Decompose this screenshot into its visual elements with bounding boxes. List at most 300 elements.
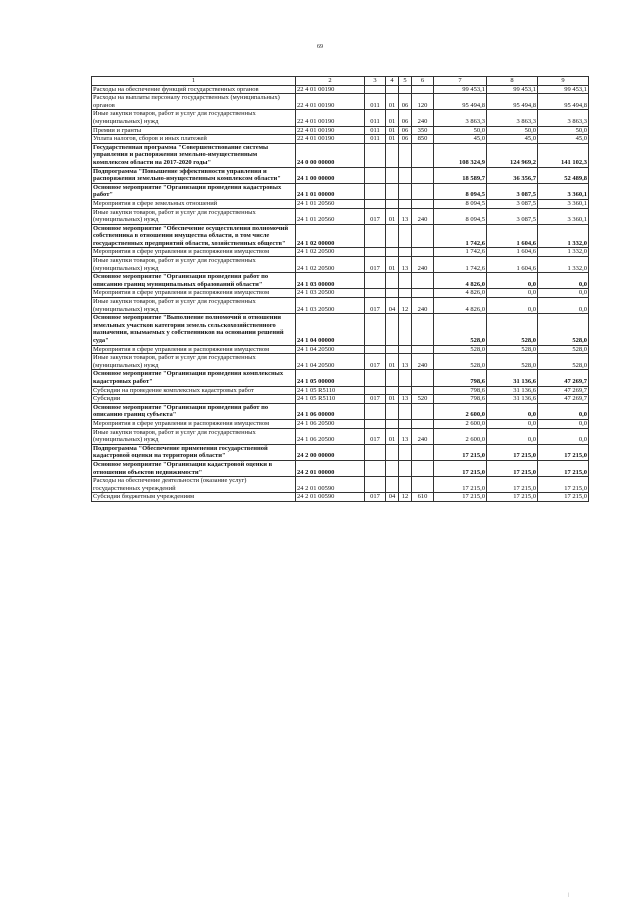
table-row [92, 444, 589, 460]
row-code: 24 1 05 00000 [296, 370, 365, 386]
table-row [92, 345, 589, 354]
row-ministry [365, 314, 386, 345]
table-row [92, 167, 589, 183]
row-name: Основное мероприятие "Обеспечение осуществления полномочий собственника в отношении имущества области, в том числе государственных предприятий области, хозяйственных обществ" [92, 224, 296, 248]
row-subsection [399, 403, 412, 419]
header-cell: 8 [487, 77, 538, 86]
row-ministry [365, 403, 386, 419]
row-subsection [399, 167, 412, 183]
row-subsection [399, 248, 412, 257]
page-number: 69 [317, 44, 323, 50]
row-ministry [365, 85, 386, 94]
table-row [92, 395, 589, 404]
row-subsection [399, 273, 412, 289]
row-value-year3: 0,0 [538, 289, 589, 298]
row-subsection: 06 [399, 110, 412, 126]
row-subsection [399, 143, 412, 167]
row-value-year3: 0,0 [538, 298, 589, 314]
row-expense-type [412, 167, 434, 183]
row-name: Иные закупки товаров, работ и услуг для государственных (муниципальных) нужд [92, 428, 296, 444]
row-value-year2: 95 494,8 [487, 94, 538, 110]
header-cell: 3 [365, 77, 386, 86]
row-section: 01 [386, 94, 399, 110]
row-value-year2: 3 863,3 [487, 110, 538, 126]
row-expense-type [412, 183, 434, 199]
row-subsection: 13 [399, 395, 412, 404]
row-ministry [365, 419, 386, 428]
row-code: 24 1 03 00000 [296, 273, 365, 289]
row-ministry [365, 477, 386, 493]
row-section [386, 419, 399, 428]
row-ministry [365, 370, 386, 386]
row-value-year3: 0,0 [538, 403, 589, 419]
row-value-year2: 99 453,1 [487, 85, 538, 94]
row-ministry [365, 444, 386, 460]
row-value-year2: 36 356,7 [487, 167, 538, 183]
row-name: Расходы на обеспечение функций государственных органов [92, 85, 296, 94]
row-section [386, 403, 399, 419]
row-value-year1: 798,6 [434, 386, 487, 395]
row-value-year3: 0,0 [538, 428, 589, 444]
row-name: Основное мероприятие "Выполнение полномочий в отношении земельных участков категории земель сельскохозяйственного назначения, изымаемых у собственников на основании решений суда" [92, 314, 296, 345]
row-ministry [365, 273, 386, 289]
row-ministry: 017 [365, 208, 386, 224]
table-row [92, 126, 589, 135]
row-value-year3: 1 332,0 [538, 257, 589, 273]
row-value-year3: 45,0 [538, 135, 589, 144]
row-value-year2: 0,0 [487, 273, 538, 289]
row-subsection [399, 419, 412, 428]
row-name: Субсидии на проведение комплексных кадастровых работ [92, 386, 296, 395]
row-code: 24 2 01 00590 [296, 477, 365, 493]
row-subsection [399, 386, 412, 395]
scan-mark: | [568, 893, 570, 898]
table-row [92, 224, 589, 248]
row-name: Иные закупки товаров, работ и услуг для государственных (муниципальных) нужд [92, 257, 296, 273]
row-section: 04 [386, 493, 399, 502]
row-value-year1: 2 600,0 [434, 419, 487, 428]
row-value-year1: 798,6 [434, 395, 487, 404]
row-value-year2: 1 604,6 [487, 248, 538, 257]
row-section [386, 460, 399, 476]
row-section: 01 [386, 135, 399, 144]
row-value-year3: 95 494,8 [538, 94, 589, 110]
row-value-year2: 17 215,0 [487, 493, 538, 502]
row-value-year2: 3 087,5 [487, 208, 538, 224]
row-expense-type [412, 370, 434, 386]
row-code: 24 1 06 20500 [296, 428, 365, 444]
row-section: 01 [386, 354, 399, 370]
row-subsection: 06 [399, 94, 412, 110]
row-section [386, 289, 399, 298]
row-value-year1: 17 215,0 [434, 444, 487, 460]
row-value-year2: 3 087,5 [487, 183, 538, 199]
row-ministry: 011 [365, 126, 386, 135]
row-name: Субсидии бюджетным учреждениям [92, 493, 296, 502]
row-ministry [365, 199, 386, 208]
row-code: 24 1 01 00000 [296, 183, 365, 199]
row-value-year3: 3 360,1 [538, 208, 589, 224]
row-name: Уплата налогов, сборов и иных платежей [92, 135, 296, 144]
row-value-year2: 528,0 [487, 314, 538, 345]
row-value-year2: 50,0 [487, 126, 538, 135]
row-value-year1: 50,0 [434, 126, 487, 135]
row-value-year1: 8 094,5 [434, 199, 487, 208]
row-name: Иные закупки товаров, работ и услуг для государственных (муниципальных) нужд [92, 354, 296, 370]
row-value-year3: 17 215,0 [538, 444, 589, 460]
row-value-year1: 528,0 [434, 314, 487, 345]
row-ministry [365, 289, 386, 298]
row-ministry [365, 460, 386, 476]
row-value-year3: 47 269,7 [538, 386, 589, 395]
row-value-year2: 1 604,6 [487, 224, 538, 248]
row-value-year3: 1 332,0 [538, 248, 589, 257]
row-subsection [399, 199, 412, 208]
row-subsection [399, 289, 412, 298]
row-value-year1: 1 742,6 [434, 224, 487, 248]
row-value-year3: 3 360,1 [538, 199, 589, 208]
row-section [386, 444, 399, 460]
row-name: Субсидии [92, 395, 296, 404]
row-value-year3: 1 332,0 [538, 224, 589, 248]
row-value-year1: 17 215,0 [434, 460, 487, 476]
row-expense-type [412, 460, 434, 476]
table-row [92, 257, 589, 273]
row-subsection [399, 224, 412, 248]
table-row [92, 428, 589, 444]
row-name: Основное мероприятие "Организация проведения комплексных кадастровых работ" [92, 370, 296, 386]
row-name: Подпрограмма "Обеспечение применения государственной кадастровой оценки на территории области" [92, 444, 296, 460]
row-section: 01 [386, 428, 399, 444]
table-row [92, 199, 589, 208]
row-value-year3: 3 360,1 [538, 183, 589, 199]
row-value-year3: 17 215,0 [538, 460, 589, 476]
row-value-year3: 47 269,7 [538, 370, 589, 386]
row-expense-type [412, 248, 434, 257]
row-value-year3: 3 863,3 [538, 110, 589, 126]
row-value-year2: 0,0 [487, 289, 538, 298]
table-row [92, 314, 589, 345]
row-ministry: 011 [365, 110, 386, 126]
row-ministry [365, 143, 386, 167]
row-expense-type: 850 [412, 135, 434, 144]
row-expense-type [412, 403, 434, 419]
row-value-year2: 124 969,2 [487, 143, 538, 167]
table-row [92, 419, 589, 428]
row-value-year1: 4 826,0 [434, 273, 487, 289]
row-section: 01 [386, 395, 399, 404]
row-subsection: 13 [399, 354, 412, 370]
row-subsection [399, 85, 412, 94]
row-code: 24 1 02 20500 [296, 248, 365, 257]
table-row [92, 208, 589, 224]
row-subsection: 13 [399, 208, 412, 224]
row-code: 24 1 00 00000 [296, 167, 365, 183]
row-expense-type: 240 [412, 110, 434, 126]
row-code: 24 2 00 00000 [296, 444, 365, 460]
row-subsection: 06 [399, 135, 412, 144]
row-code: 24 2 01 00590 [296, 493, 365, 502]
row-subsection: 13 [399, 257, 412, 273]
table-row [92, 85, 589, 94]
row-expense-type: 610 [412, 493, 434, 502]
row-value-year2: 17 215,0 [487, 477, 538, 493]
budget-table [91, 76, 589, 502]
row-expense-type [412, 199, 434, 208]
row-name: Премии и гранты [92, 126, 296, 135]
row-subsection [399, 183, 412, 199]
row-name: Основное мероприятие "Организация проведения работ по описанию границ муниципальных образований области" [92, 273, 296, 289]
row-ministry: 017 [365, 257, 386, 273]
row-code: 24 1 01 20560 [296, 208, 365, 224]
row-name: Мероприятия в сфере управления и распоряжения имуществом [92, 419, 296, 428]
row-ministry: 017 [365, 493, 386, 502]
row-value-year2: 45,0 [487, 135, 538, 144]
row-ministry [365, 167, 386, 183]
row-value-year2: 31 136,6 [487, 395, 538, 404]
row-code: 24 1 02 00000 [296, 224, 365, 248]
row-ministry: 011 [365, 135, 386, 144]
row-code: 22 4 01 00190 [296, 94, 365, 110]
header-row [92, 77, 589, 86]
row-value-year1: 108 324,9 [434, 143, 487, 167]
row-section: 01 [386, 126, 399, 135]
row-expense-type: 240 [412, 428, 434, 444]
row-name: Подпрограмма "Повышение эффективности управления и распоряжения земельно-имущественным комплексом области" [92, 167, 296, 183]
row-section [386, 345, 399, 354]
table-row [92, 183, 589, 199]
row-code: 24 1 02 20500 [296, 257, 365, 273]
row-code: 24 1 04 20500 [296, 354, 365, 370]
row-value-year1: 4 826,0 [434, 298, 487, 314]
row-ministry [365, 386, 386, 395]
row-name: Иные закупки товаров, работ и услуг для государственных (муниципальных) нужд [92, 110, 296, 126]
row-subsection: 12 [399, 493, 412, 502]
row-value-year3: 47 269,7 [538, 395, 589, 404]
row-section [386, 248, 399, 257]
row-section [386, 199, 399, 208]
header-cell: 5 [399, 77, 412, 86]
row-code: 24 0 00 00000 [296, 143, 365, 167]
row-section [386, 224, 399, 248]
header-cell: 1 [92, 77, 296, 86]
table-row [92, 354, 589, 370]
row-value-year1: 99 453,1 [434, 85, 487, 94]
row-expense-type: 240 [412, 354, 434, 370]
row-subsection [399, 314, 412, 345]
row-value-year1: 17 215,0 [434, 477, 487, 493]
row-code: 22 4 01 00190 [296, 110, 365, 126]
row-subsection [399, 370, 412, 386]
row-expense-type: 520 [412, 395, 434, 404]
row-name: Основное мероприятие "Организация проведения кадастровых работ" [92, 183, 296, 199]
row-name: Основное мероприятие "Организация проведения работ по описанию границ субъекта" [92, 403, 296, 419]
row-expense-type: 350 [412, 126, 434, 135]
row-code: 24 1 03 20500 [296, 298, 365, 314]
row-ministry: 017 [365, 354, 386, 370]
row-subsection [399, 345, 412, 354]
row-section [386, 477, 399, 493]
row-value-year1: 3 863,3 [434, 110, 487, 126]
row-expense-type: 240 [412, 208, 434, 224]
header-cell: 9 [538, 77, 589, 86]
row-subsection [399, 460, 412, 476]
row-value-year1: 8 094,5 [434, 183, 487, 199]
row-value-year2: 31 136,6 [487, 370, 538, 386]
table-row [92, 370, 589, 386]
row-expense-type [412, 224, 434, 248]
row-subsection [399, 477, 412, 493]
row-name: Иные закупки товаров, работ и услуг для государственных (муниципальных) нужд [92, 298, 296, 314]
row-ministry [365, 248, 386, 257]
row-name: Мероприятия в сфере управления и распоряжения имуществом [92, 248, 296, 257]
row-value-year1: 17 215,0 [434, 493, 487, 502]
row-name: Расходы на выплаты персоналу государственных (муниципальных) органов [92, 94, 296, 110]
row-value-year1: 528,0 [434, 354, 487, 370]
row-value-year2: 528,0 [487, 354, 538, 370]
row-code: 22 4 01 00190 [296, 85, 365, 94]
row-value-year1: 528,0 [434, 345, 487, 354]
row-name: Государственная программа "Совершенствование системы управления и распоряжения земельно-имущественным комплексом области на 2017-2020 годы" [92, 143, 296, 167]
row-code: 22 4 01 00190 [296, 126, 365, 135]
row-value-year1: 8 094,5 [434, 208, 487, 224]
row-code: 24 1 01 20560 [296, 199, 365, 208]
row-value-year1: 45,0 [434, 135, 487, 144]
row-ministry: 017 [365, 298, 386, 314]
table-row [92, 298, 589, 314]
row-value-year1: 95 494,8 [434, 94, 487, 110]
row-value-year1: 18 589,7 [434, 167, 487, 183]
table-row [92, 386, 589, 395]
row-value-year3: 141 102,3 [538, 143, 589, 167]
row-expense-type: 120 [412, 94, 434, 110]
row-value-year3: 17 215,0 [538, 493, 589, 502]
row-code: 24 1 04 00000 [296, 314, 365, 345]
row-value-year3: 17 215,0 [538, 477, 589, 493]
row-value-year3: 50,0 [538, 126, 589, 135]
row-name: Мероприятия в сфере управления и распоряжения имуществом [92, 345, 296, 354]
row-ministry: 011 [365, 94, 386, 110]
row-code: 24 1 06 00000 [296, 403, 365, 419]
table-row [92, 273, 589, 289]
row-section [386, 273, 399, 289]
row-section [386, 85, 399, 94]
row-value-year2: 17 215,0 [487, 460, 538, 476]
row-section [386, 143, 399, 167]
row-value-year3: 99 453,1 [538, 85, 589, 94]
row-code: 24 1 05 R5110 [296, 386, 365, 395]
row-expense-type [412, 444, 434, 460]
row-value-year2: 0,0 [487, 298, 538, 314]
row-value-year2: 0,0 [487, 428, 538, 444]
row-value-year2: 0,0 [487, 403, 538, 419]
row-name: Иные закупки товаров, работ и услуг для государственных (муниципальных) нужд [92, 208, 296, 224]
table-row [92, 135, 589, 144]
row-name: Мероприятия в сфере управления и распоряжения имуществом [92, 289, 296, 298]
row-subsection: 13 [399, 428, 412, 444]
row-value-year1: 2 600,0 [434, 428, 487, 444]
row-section [386, 183, 399, 199]
row-value-year3: 0,0 [538, 419, 589, 428]
row-value-year2: 31 136,6 [487, 386, 538, 395]
row-value-year1: 1 742,6 [434, 257, 487, 273]
row-ministry [365, 345, 386, 354]
row-expense-type: 240 [412, 257, 434, 273]
header-cell: 6 [412, 77, 434, 86]
row-ministry [365, 183, 386, 199]
row-code: 24 1 06 20500 [296, 419, 365, 428]
table-row [92, 403, 589, 419]
table-row [92, 143, 589, 167]
row-section [386, 167, 399, 183]
row-value-year1: 2 600,0 [434, 403, 487, 419]
table-row [92, 94, 589, 110]
row-name: Основное мероприятие "Организация кадастровой оценки в отношении объектов недвижимости" [92, 460, 296, 476]
row-value-year3: 52 489,8 [538, 167, 589, 183]
row-section: 01 [386, 110, 399, 126]
row-section: 01 [386, 208, 399, 224]
row-value-year1: 1 742,6 [434, 248, 487, 257]
row-expense-type [412, 386, 434, 395]
row-value-year2: 17 215,0 [487, 444, 538, 460]
table-row [92, 477, 589, 493]
row-expense-type [412, 289, 434, 298]
row-code: 24 1 04 20500 [296, 345, 365, 354]
row-value-year3: 528,0 [538, 314, 589, 345]
header-cell: 4 [386, 77, 399, 86]
row-ministry: 017 [365, 428, 386, 444]
table-row [92, 248, 589, 257]
row-section: 01 [386, 257, 399, 273]
row-section [386, 386, 399, 395]
row-expense-type [412, 273, 434, 289]
row-expense-type [412, 85, 434, 94]
row-code: 24 2 01 00000 [296, 460, 365, 476]
row-section: 04 [386, 298, 399, 314]
table-row [92, 110, 589, 126]
table-row [92, 289, 589, 298]
row-value-year1: 798,6 [434, 370, 487, 386]
header-cell: 7 [434, 77, 487, 86]
row-expense-type [412, 477, 434, 493]
row-expense-type [412, 345, 434, 354]
row-value-year2: 3 087,5 [487, 199, 538, 208]
row-expense-type: 240 [412, 298, 434, 314]
row-ministry: 017 [365, 395, 386, 404]
row-value-year1: 4 826,0 [434, 289, 487, 298]
header-cell: 2 [296, 77, 365, 86]
row-value-year3: 528,0 [538, 354, 589, 370]
row-ministry [365, 224, 386, 248]
row-code: 24 1 03 20500 [296, 289, 365, 298]
row-value-year2: 0,0 [487, 419, 538, 428]
row-expense-type [412, 419, 434, 428]
row-expense-type [412, 143, 434, 167]
row-value-year3: 0,0 [538, 273, 589, 289]
row-name: Расходы на обеспечение деятельности (оказание услуг) государственных учреждений [92, 477, 296, 493]
row-subsection: 06 [399, 126, 412, 135]
row-section [386, 370, 399, 386]
row-subsection [399, 444, 412, 460]
row-code: 24 1 05 R5110 [296, 395, 365, 404]
row-value-year3: 528,0 [538, 345, 589, 354]
table-row [92, 460, 589, 476]
row-subsection: 12 [399, 298, 412, 314]
row-name: Мероприятия в сфере земельных отношений [92, 199, 296, 208]
row-code: 22 4 01 00190 [296, 135, 365, 144]
row-value-year2: 528,0 [487, 345, 538, 354]
row-value-year2: 1 604,6 [487, 257, 538, 273]
